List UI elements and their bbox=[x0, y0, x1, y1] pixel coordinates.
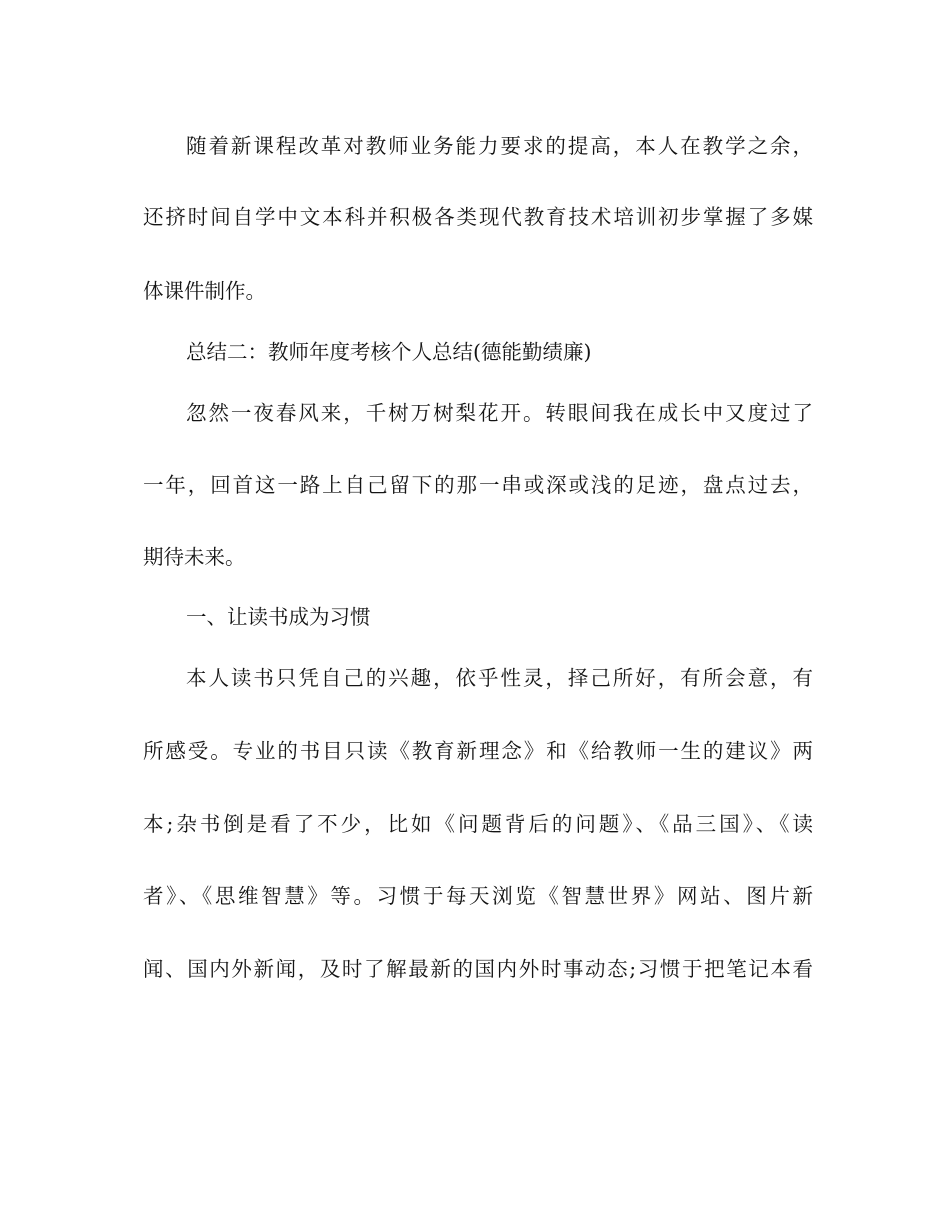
text-line: 闻、国内外新闻，及时了解最新的国内外时事动态;习惯于把笔记本看 bbox=[143, 957, 813, 981]
text-line: 还挤时间自学中文本科并积极各类现代教育技术培训初步掌握了多媒 bbox=[143, 205, 813, 229]
text-line: 随着新课程改革对教师业务能力要求的提高，本人在教学之余， bbox=[186, 134, 813, 158]
text-line: 者》、《思维智慧》等。习惯于每天浏览《智慧世界》网站、图片新 bbox=[143, 884, 813, 908]
section-heading: 一、让读书成为习惯 bbox=[186, 605, 371, 629]
section-heading: 总结二：教师年度考核个人总结(德能勤绩廉) bbox=[186, 340, 592, 364]
text-line: 忽然一夜春风来，千树万树梨花开。转眼间我在成长中又度过了 bbox=[186, 401, 813, 425]
text-line: 本人读书只凭自己的兴趣，依乎性灵，择己所好，有所会意，有 bbox=[186, 666, 813, 690]
text-line: 体课件制作。 bbox=[143, 279, 266, 303]
text-line: 本;杂书倒是看了不少，比如《问题背后的问题》、《品三国》、《读 bbox=[143, 812, 813, 836]
text-line: 一年，回首这一路上自己留下的那一串或深或浅的足迹，盘点过去， bbox=[143, 473, 813, 497]
text-line: 所感受。专业的书目只读《教育新理念》和《给教师一生的建议》两 bbox=[143, 739, 813, 763]
text-line: 期待未来。 bbox=[143, 545, 246, 569]
